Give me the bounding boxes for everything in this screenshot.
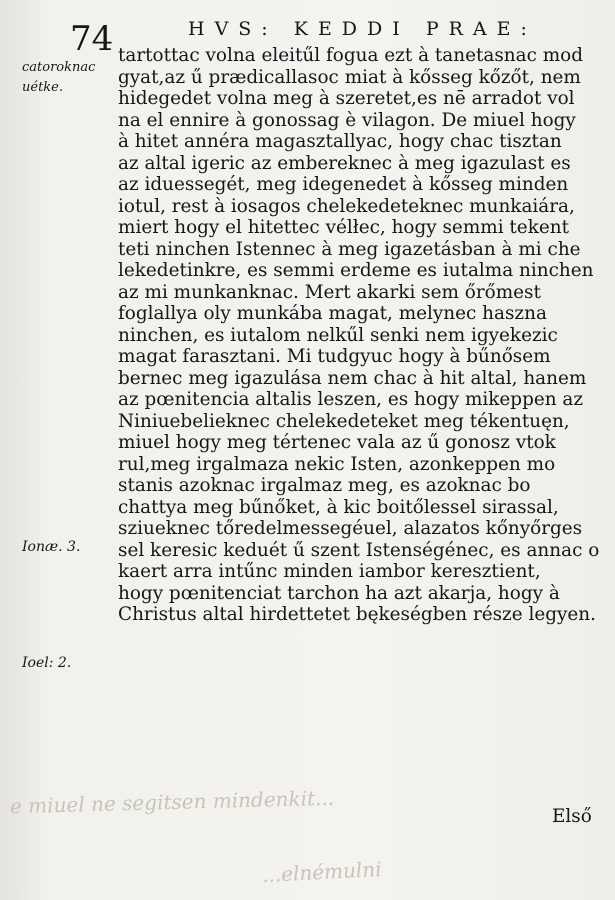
text-line: gyat,az ű prædicallasoc miat à kősseg kőzőt, nem [118, 66, 581, 88]
text-line: hidegedet volna meg à szeretet,es nē arradot vol [118, 88, 575, 109]
text-line: foglallya oly munkába magat, melynec haszna [118, 303, 547, 324]
text-line: stanis azoknac irgalmaz meg, es azoknac bo [118, 475, 531, 496]
text-line: Niniuebelieknec chelekedeteket meg tékentuęn, [118, 410, 570, 432]
margin-note: catoroknac [22, 60, 96, 75]
margin-note: Ionæ. 3. [22, 539, 81, 555]
text-line: ninchen, es iutalom nelkűl senki nem igyekezic [118, 324, 558, 346]
text-line: tartottac volna eleitűl fogua ezt à tanetasnac mod [118, 45, 584, 66]
text-line: miert hogy el hitettec vélłec, hogy semmi tekent [118, 217, 569, 238]
page-number: 74 [70, 19, 114, 59]
text-line: chattya meg bűnőket, à kic boitőlessel sirassal, [118, 496, 559, 518]
text-line: az iduessegét, meg idegenedet à kősseg minden [118, 174, 569, 195]
text-line: hogy pœnitenciat tarchon ha azt akarja, hogy à [118, 582, 560, 604]
text-line: az altal igeric az embereknec à meg igazulast es [118, 152, 571, 174]
text-line: iotul, rest à iosagos chelekedeteknec munkaiára, [118, 195, 575, 217]
text-line: sziueknec tőredelmessegéuel, alazatos kőnyőrges [118, 518, 583, 539]
handwritten-annotation: ...elnémulni [261, 856, 383, 888]
body-text [118, 45, 600, 626]
margin-note: Ioel: 2. [22, 655, 72, 671]
text-line: rul,meg irgalmaza nekic Isten, azonkeppen mo [118, 453, 556, 475]
text-line: à hitet annéra magasztallyac, hogy chac tisztan [118, 131, 562, 152]
text-line: az pœnitencia altalis leszen, es hogy mikeppen az [118, 389, 584, 410]
margin-note: uétke. [22, 80, 63, 95]
text-line: az mi munkanknac. Mert akarki sem őrőmest [118, 281, 541, 303]
text-line: sel keresic keduét ű szent Istenségénec, es annac o [118, 539, 600, 561]
running-title: HVS: KEDDI PRAE: [188, 18, 537, 40]
text-line: miuel hogy meg tértenec vala az ű gonosz vtok [118, 432, 556, 453]
catchword: Első [552, 806, 592, 827]
text-line: magat farasztani. Mi tudgyuc hogy à bűnősem [118, 346, 551, 367]
text-line: teti ninchen Istennec à meg igazetásban à mi che [118, 238, 581, 260]
text-line: lekedetinkre, es semmi erdeme es iutalma ninchen [118, 260, 594, 281]
text-line: kaert arra intűnc minden iambor keresztient, [118, 561, 541, 582]
text-line: na el ennire à gonossag è vilagon. De miuel hogy [118, 109, 576, 131]
text-line: bernec meg igazulása nem chac à hit altal, hanem [118, 367, 587, 389]
text-line: Christus altal hirdettetet bękeségben része legyen. [118, 604, 596, 625]
handwritten-annotation: e miuel ne segitsen mindenkit... [9, 785, 335, 819]
